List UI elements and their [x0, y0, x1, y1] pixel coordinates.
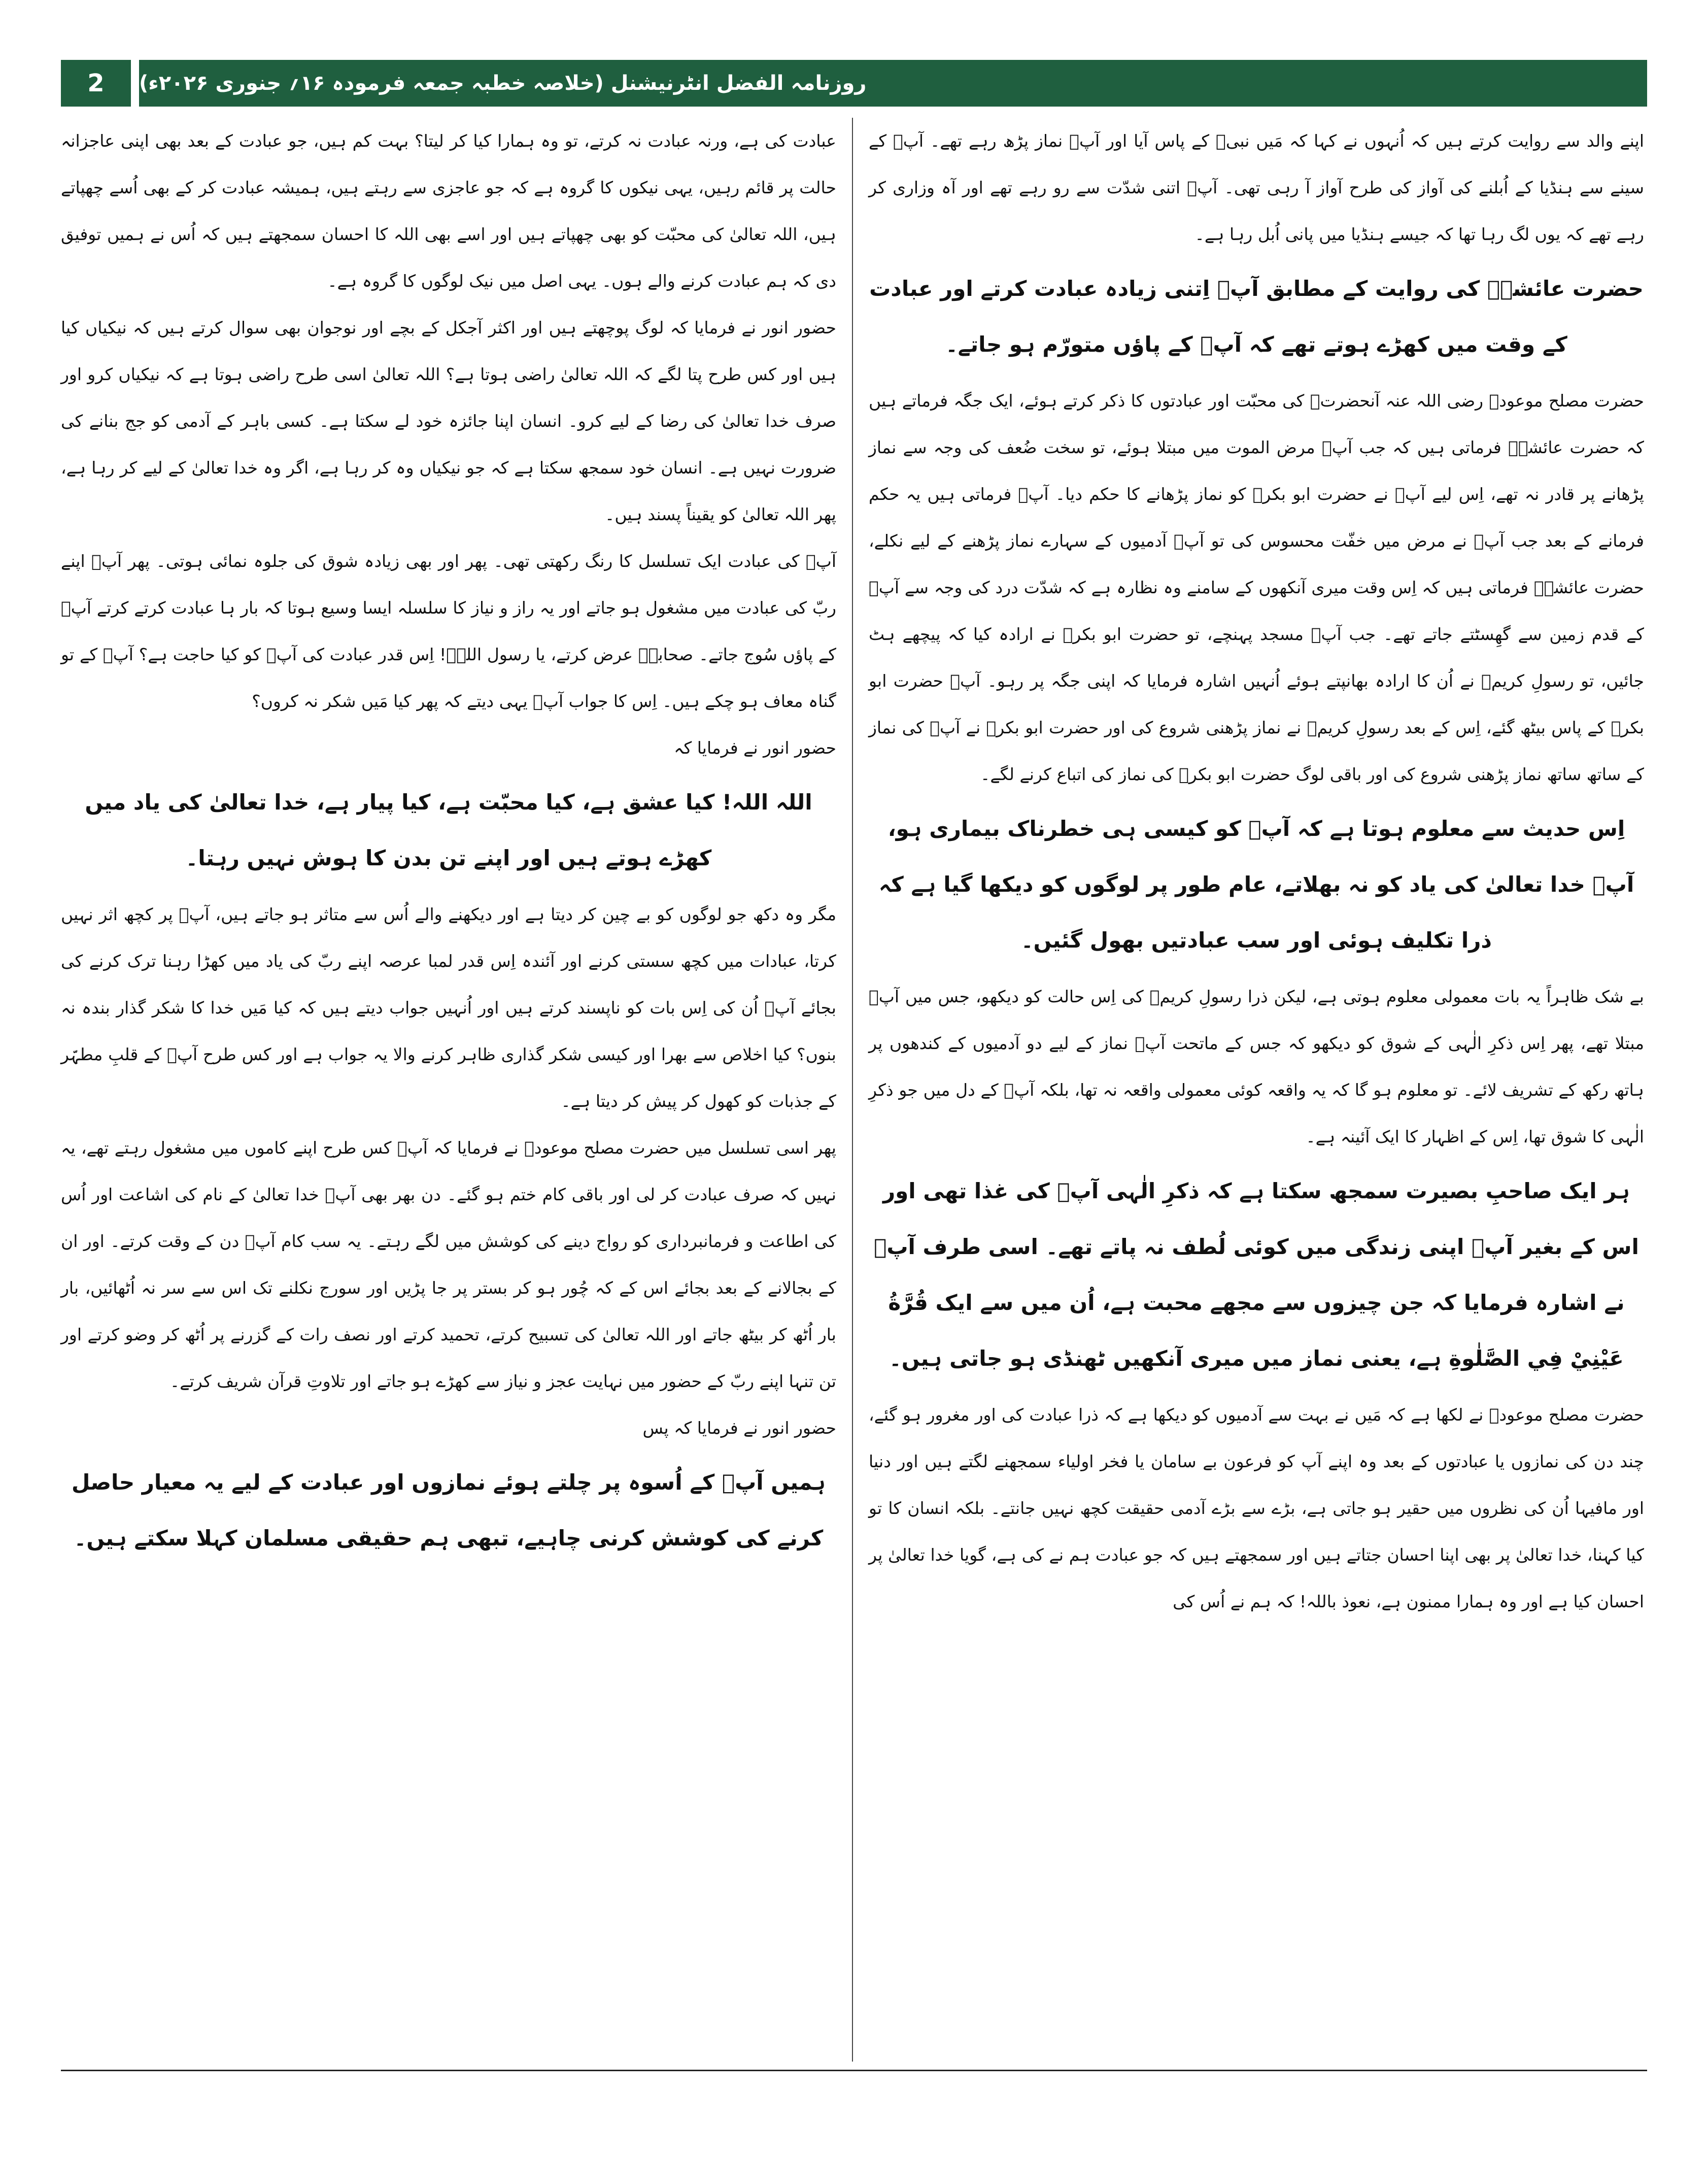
column-divider	[852, 118, 853, 2062]
paragraph: بے شک ظاہراً یہ بات معمولی معلوم ہوتی ہے، لیکن ذرا رسولِ کریمؐ کی اِس حالت کو دیکھو، جس میں آپؐ مبتلا تھے، پھر اِس ذکرِ الٰہی کے شوق کو دیکھو کہ جس کے ماتحت آپؐ نماز کے لیے دو آدمیوں کے کندھوں پر ہاتھ رکھ کے تشریف لائے۔ تو معلوم ہو گا کہ یہ واقعہ کوئی معمولی واقعہ نہ تھا، بلکہ آپؐ کے دل میں جو ذکرِ الٰہی کا شوق تھا، اِس کے اظہار کا ایک آئینہ ہے۔	[869, 987, 1644, 1147]
bottom-rule	[61, 2070, 1647, 2071]
page-header	[61, 60, 1647, 107]
paragraph: عبادت کی ہے، ورنہ عبادت نہ کرتے، تو وہ ہمارا کیا کر لیتا؟ بہت کم ہیں، جو عبادت کے بعد بھی اپنی عاجزانہ حالت پر قائم رہیں، یہی نیکوں کا گروہ ہے کہ جو عاجزی سے رہتے ہیں، ہمیشہ عبادت کر کے بھی اُسے چھپاتے ہیں، اللہ تعالیٰ کی محبّت کو بھی چھپاتے ہیں اور اسے بھی اللہ کا احسان سمجھتے ہیں کہ اُس نے ہمیں توفیق دی کہ ہم عبادت کرنے والے ہوں۔ یہی اصل میں نیک لوگوں کا گروہ ہے۔	[61, 131, 836, 291]
paragraph: مگر وہ دکھ جو لوگوں کو بے چین کر دیتا ہے اور دیکھنے والے اُس سے متاثر ہو جاتے ہیں، آپؐ پر کچھ اثر نہیں کرتا، عبادات میں کچھ سستی کرنے اور آئندہ اِس قدر لمبا عرصہ اپنے ربّ کی یاد میں کھڑا رہنا ترک کرنے کی بجائے آپؐ اُن کی اِس بات کو ناپسند کرتے ہیں اور اُنہیں جواب دیتے ہیں کہ کیا مَیں خدا کا شکر گذار بندہ نہ بنوں؟ کیا اخلاص سے بھرا اور کیسی شکر گذاری ظاہر کرنے والا یہ جواب ہے اور کس طرح آپؐ کے قلبِ مطہّر کے جذبات کو کھول کر پیش کر دیتا ہے۔	[61, 904, 836, 1111]
paragraph: اپنے والد سے روایت کرتے ہیں کہ اُنہوں نے کہا کہ مَیں نبیؐ کے پاس آیا اور آپؐ نماز پڑھ رہے تھے۔ آپؐ کے سینے سے ہنڈیا کے اُبلنے کی آواز کی طرح آواز آ رہی تھی۔ آپؐ اتنی شدّت سے رو رہے تھے اور آہ وزاری کر رہے تھے کہ یوں لگ رہا تھا کہ جیسے ہنڈیا میں پانی اُبل رہا ہے۔	[869, 131, 1644, 244]
highlighted-quote: اللہ اللہ! کیا عشق ہے، کیا محبّت ہے، کیا پیار ہے، خدا تعالیٰ کی یاد میں کھڑے ہوتے ہیں اور اپنے تن بدن کا ہوش نہیں رہتا۔	[85, 790, 812, 870]
highlighted-quote: ہمیں آپؐ کے اُسوہ پر چلتے ہوئے نمازوں اور عبادت کے لیے یہ معیار حاصل کرنے کی کوشش کرنی چاہیے، تبھی ہم حقیقی مسلمان کہلا سکتے ہیں۔	[71, 1470, 826, 1550]
intro-line: حضور انور نے فرمایا کہ	[674, 738, 836, 758]
paragraph: حضرت مصلح موعودؓ رضی اللہ عنہ آنحضرتؐ کی محبّت اور عبادتوں کا ذکر کرتے ہوئے، ایک جگہ فرماتے ہیں کہ حضرت عائشہؓ فرماتی ہیں کہ جب آپؐ مرض الموت میں مبتلا ہوئے، تو سخت ضُعف کی وجہ سے نماز پڑھانے پر قادر نہ تھے، اِس لیے آپؐ نے حضرت ابو بکرؓ کو نماز پڑھانے کا حکم دیا۔ آپؓ فرماتی ہیں یہ حکم فرمانے کے بعد جب آپؐ نے مرض میں خفّت محسوس کی تو آپؐ آدمیوں کے سہارے نماز پڑھنے کے لیے نکلے، حضرت عائشہؓ فرماتی ہیں کہ اِس وقت میری آنکھوں کے سامنے وہ نظارہ ہے کہ شدّت درد کی وجہ سے آپؐ کے قدم زمین سے گھِسٹتے جاتے تھے۔ جب آپؐ مسجد پہنچے، تو حضرت ابو بکرؓ نے ارادہ کیا کہ پیچھے ہٹ جائیں، تو رسولِ کریمؐ نے اُن کا ارادہ بھانپتے ہوئے اُنہیں اشارہ فرمایا کہ اپنی جگہ پر رہو۔ آپؐ حضرت ابو بکرؓ کے پاس بیٹھ گئے، اِس کے بعد رسولِ کریمؐ نے نماز پڑھنی شروع کی اور حضرت ابو بکرؓ نے آپؐ کی نماز کے ساتھ ساتھ نماز پڑھنی شروع کی اور باقی لوگ حضرت ابو بکرؓ کی نماز کی اتباع کرنے لگے۔	[869, 391, 1644, 784]
highlighted-quote: اِس حدیث سے معلوم ہوتا ہے کہ آپؐ کو کیسی ہی خطرناک بیماری ہو، آپؐ خدا تعالیٰ کی یاد کو نہ بھلاتے، عام طور پر لوگوں کو دیکھا گیا ہے کہ ذرا تکلیف ہوئی اور سب عبادتیں بھول گئیں۔	[878, 816, 1634, 953]
paragraph: حضرت مصلح موعودؓ نے لکھا ہے کہ مَیں نے بہت سے آدمیوں کو دیکھا ہے کہ ذرا عبادت کی اور مغرور ہو گئے، چند دن کی نمازوں یا عبادتوں کے بعد وہ اپنے آپ کو فرعون بے سامان یا فخر اولیاء سمجھنے لگتے ہیں اور دنیا اور مافیہا اُن کی نظروں میں حقیر ہو جاتی ہے، بڑے سے بڑے آدمی حقیقت کچھ نہیں جانتے۔ بلکہ انسان کا تو کیا کہنا، خدا تعالیٰ پر بھی اپنا احسان جتاتے ہیں اور سمجھتے ہیں کہ جو عبادت ہم نے کی ہے، گویا خدا تعالیٰ پر احسان کیا ہے اور وہ ہمارا ممنون ہے، نعوذ باللہ! کہ ہم نے اُس کی	[869, 1405, 1644, 1611]
paragraph: آپؐ کی عبادت ایک تسلسل کا رنگ رکھتی تھی۔ پھر اور بھی زیادہ شوق کی جلوہ نمائی ہوتی۔ پھر آپؐ اپنے ربّ کی عبادت میں مشغول ہو جاتے اور یہ راز و نیاز کا سلسلہ ایسا وسیع ہوتا کہ بار ہا عبادت کرتے کرتے آپؐ کے پاؤں سُوج جاتے۔ صحابہؓ عرض کرتے، یا رسول اللہؐ! اِس قدر عبادت کی آپؐ کو کیا حاجت ہے؟ آپؐ کے تو گناہ معاف ہو چکے ہیں۔ اِس کا جواب آپؐ یہی دیتے کہ پھر کیا مَیں شکر نہ کروں؟	[61, 551, 836, 711]
header-title: روزنامہ الفضل انٹرنیشنل (خلاصہ خطبہ جمعہ فرمودہ ۱۶؍ جنوری ۲۰۲۶ء)	[139, 60, 1647, 107]
highlighted-quote: حضرت عائشہؓ کی روایت کے مطابق آپؐ اِتنی زیادہ عبادت کرتے اور عبادت کے وقت میں کھڑے ہوتے تھے کہ آپؐ کے پاؤں متورّم ہو جاتے۔	[869, 276, 1644, 357]
intro-line: حضور انور نے فرمایا کہ پس	[642, 1418, 836, 1438]
page-number: 2	[61, 60, 131, 107]
paragraph: پھر اسی تسلسل میں حضرت مصلح موعودؓ نے فرمایا کہ آپؐ کس طرح اپنے کاموں میں مشغول رہتے تھے، یہ نہیں کہ صرف عبادت کر لی اور باقی کام ختم ہو گئے۔ دن بھر بھی آپؐ خدا تعالیٰ کے نام کی اشاعت اور اُس کی اطاعت و فرمانبرداری کو رواج دینے کی کوشش میں لگے رہتے۔ یہ سب کام آپؐ دن کے وقت کرتے۔ اور ان کے بجالانے کے بعد بجائے اس کے کہ چُور ہو کر بستر پر جا پڑیں اور سورج نکلنے تک اس سے سر نہ اُٹھائیں، بار بار اُٹھ کر بیٹھ جاتے اور اللہ تعالیٰ کی تسبیح کرتے، تحمید کرتے اور نصف رات کے گزرنے پر اُٹھ کر وضو کرتے اور تن تنہا اپنے ربّ کے حضور میں نہایت عجز و نیاز سے کھڑے ہو جاتے اور تلاوتِ قرآن شریف کرتے۔	[61, 1138, 836, 1391]
left-column	[61, 118, 836, 2056]
highlighted-quote: ہر ایک صاحبِ بصیرت سمجھ سکتا ہے کہ ذکرِ الٰہی آپؐ کی غذا تھی اور اس کے بغیر آپؐ اپنی زندگی میں کوئی لُطف نہ پاتے تھے۔ اسی طرف آپؐ نے اشارہ فرمایا کہ جن چیزوں سے مجھے محبت ہے، اُن میں سے ایک قُرَّةُ عَيْنِيْ فِي الصَّلٰوةِ ہے، یعنی نماز میں میری آنکھیں ٹھنڈی ہو جاتی ہیں۔	[874, 1178, 1639, 1371]
paragraph: حضور انور نے فرمایا کہ لوگ پوچھتے ہیں اور اکثر آجکل کے بچے اور نوجوان بھی سوال کرتے ہیں کہ نیکیاں کیا ہیں اور کس طرح پتا لگے کہ اللہ تعالیٰ راضی ہوتا ہے؟ اللہ تعالیٰ اسی طرح راضی ہوتا ہے کہ نیکیاں کرو اور صرف خدا تعالیٰ کی رضا کے لیے کرو۔ انسان اپنا جائزہ خود لے سکتا ہے۔ کسی باہر کے آدمی کو جج بنانے کی ضرورت نہیں ہے۔ انسان خود سمجھ سکتا ہے کہ جو نیکیاں وہ کر رہا ہے، اگر وہ خدا تعالیٰ کے لیے کر رہا ہے، پھر اللہ تعالیٰ کو یقیناً پسند ہیں۔	[61, 318, 836, 524]
right-column	[869, 118, 1644, 2056]
